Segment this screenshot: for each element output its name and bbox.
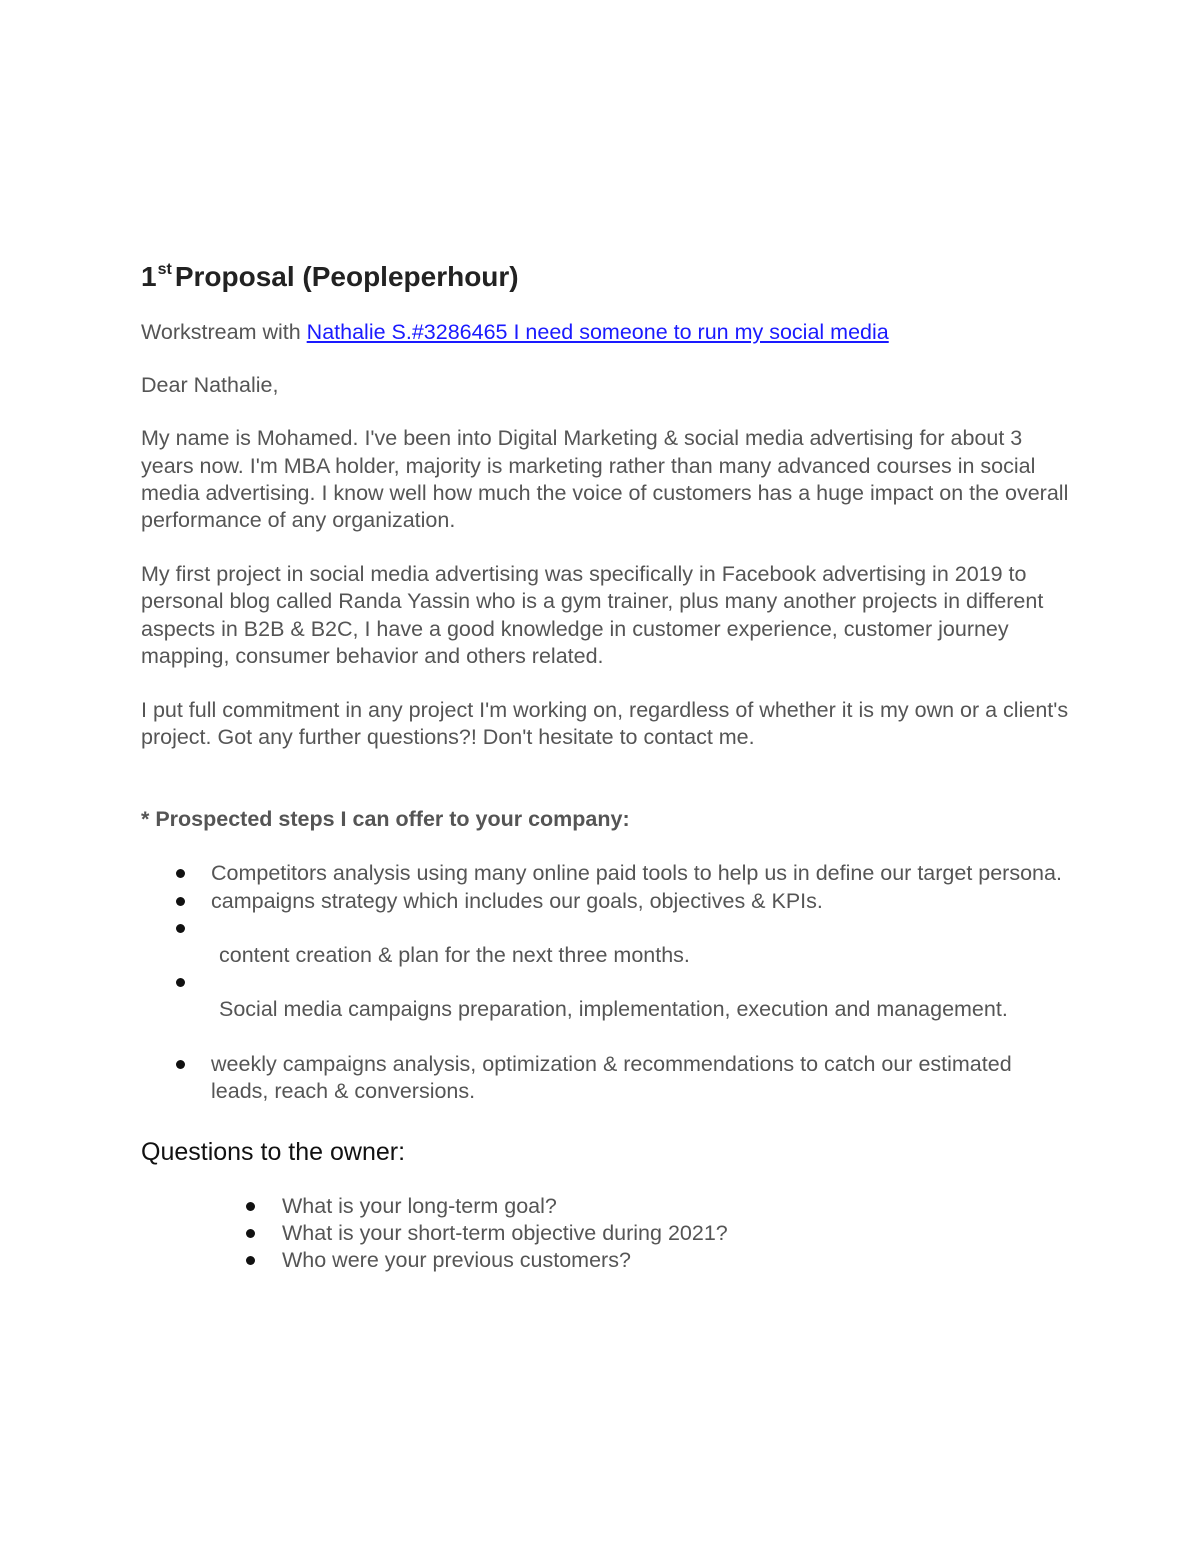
list-item bbox=[141, 1247, 1071, 1274]
list-item bbox=[141, 860, 1071, 887]
list-item-text: campaigns strategy which includes our goals, objectives & KPIs. bbox=[211, 888, 823, 913]
list-item bbox=[141, 1193, 1071, 1220]
paragraph-intro: My name is Mohamed. I've been into Digital Marketing & social media advertising for about 3 years now. I'm MBA holder, majority is marketing rather than many advanced courses in social media advertising. I know well how much the voice of customers has a huge impact on the overall performance of any organization. bbox=[141, 426, 1069, 533]
title-text: Proposal (Peopleperhour) bbox=[174, 261, 519, 292]
bullet-icon bbox=[246, 1202, 255, 1211]
workstream-link[interactable]: Nathalie S.#3286465 I need someone to run my social media bbox=[306, 320, 889, 344]
document-page bbox=[141, 250, 1071, 1275]
title-superscript: st bbox=[157, 261, 172, 278]
list-item-empty bbox=[141, 915, 1071, 942]
list-item-empty bbox=[141, 969, 1071, 996]
list-item-text: Competitors analysis using many online paid tools to help us in define our target persona. bbox=[211, 861, 1062, 886]
bullet-icon bbox=[176, 978, 185, 987]
paragraph-commitment: I put full commitment in any project I'm working on, regardless of whether it is my own or a client's project. Got any further questions?! Don't hesitate to contact me. bbox=[141, 698, 1069, 750]
bullet-icon bbox=[176, 924, 185, 933]
list-item-text: weekly campaigns analysis, optimization & recommendations to catch our estimated leads, reach & conversions. bbox=[211, 1051, 1012, 1103]
bullet-icon bbox=[246, 1256, 255, 1265]
bullet-icon bbox=[176, 897, 185, 906]
list-item bbox=[141, 942, 1071, 969]
paragraph-experience: My first project in social media advertising was specifically in Facebook advertising in 2019 to personal blog called Randa Yassin who is a gym trainer, plus many another projects in different aspects in B2B & B2C, I have a good knowledge in customer experience, customer journey mapping, consumer behavior and others related. bbox=[141, 562, 1044, 668]
document-title bbox=[141, 250, 1071, 297]
list-item-text: content creation & plan for the next three months. bbox=[219, 943, 690, 968]
bullet-icon bbox=[246, 1229, 255, 1238]
list-item bbox=[141, 888, 1071, 915]
title-number: 1 bbox=[141, 261, 157, 292]
list-item-text: What is your short-term objective during 2021? bbox=[282, 1221, 728, 1246]
questions-heading: Questions to the owner: bbox=[141, 1138, 406, 1167]
bullet-icon bbox=[176, 869, 185, 878]
bullet-icon bbox=[176, 1060, 185, 1069]
steps-heading: * Prospected steps I can offer to your company: bbox=[141, 807, 630, 832]
greeting: Dear Nathalie, bbox=[141, 373, 279, 398]
workstream-prefix: Workstream with bbox=[141, 320, 307, 344]
list-item-text: Who were your previous customers? bbox=[282, 1248, 631, 1273]
list-item-text: What is your long-term goal? bbox=[282, 1194, 557, 1219]
list-item bbox=[141, 996, 1071, 1023]
steps-list bbox=[141, 860, 1071, 1105]
list-item bbox=[141, 1051, 1071, 1105]
workstream-line bbox=[141, 319, 1071, 346]
questions-list bbox=[141, 1193, 1071, 1275]
list-item bbox=[141, 1220, 1071, 1247]
list-item-text: Social media campaigns preparation, implementation, execution and management. bbox=[219, 997, 1008, 1022]
